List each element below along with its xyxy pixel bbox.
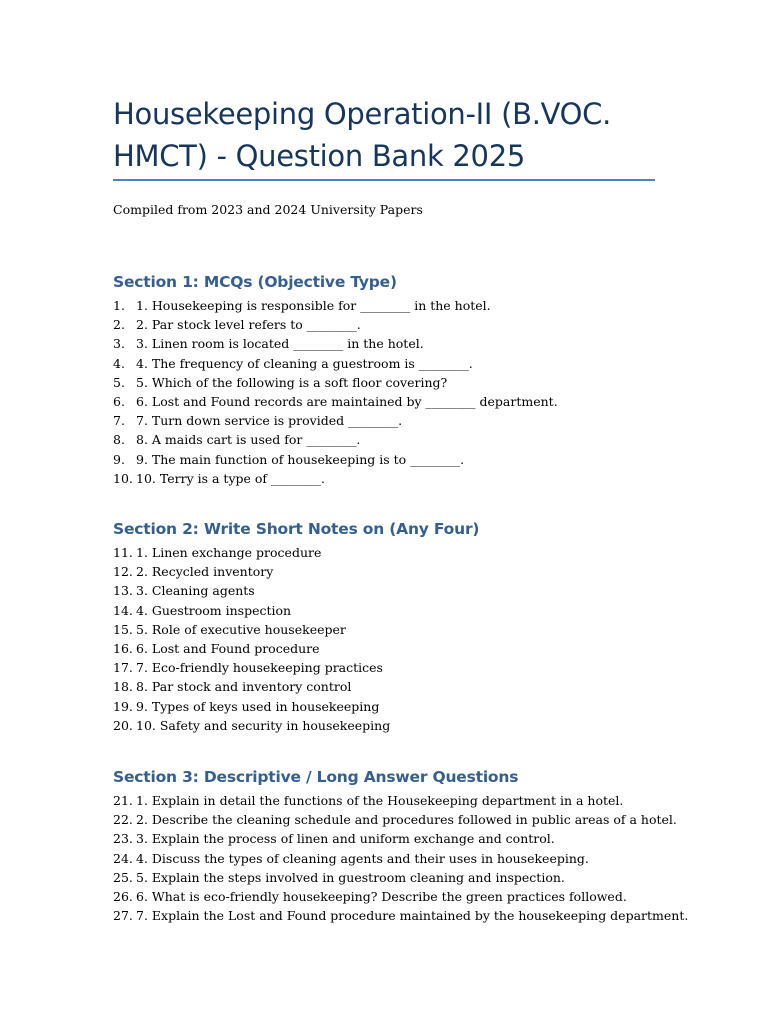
question-text: 10. Safety and security in housekeeping	[136, 717, 391, 733]
question-number: 6.	[113, 393, 125, 409]
question-item	[113, 315, 713, 334]
section-short-notes	[113, 518, 713, 735]
question-item	[113, 543, 713, 562]
question-item	[113, 791, 713, 810]
question-text: 2. Par stock level refers to ________.	[136, 317, 361, 333]
question-item	[113, 829, 713, 848]
question-text: 1. Housekeeping is responsible for ________ in the hotel.	[136, 298, 491, 313]
question-text: 3. Linen room is located ________ in the hotel.	[136, 336, 424, 352]
question-text: 3. Cleaning agents	[136, 583, 255, 599]
question-number: 22.	[113, 812, 133, 828]
question-number: 18.	[113, 679, 133, 695]
question-item	[113, 697, 713, 716]
question-number: 1.	[113, 298, 125, 313]
question-number: 21.	[113, 793, 133, 808]
question-number: 16.	[113, 640, 133, 656]
question-number: 11.	[113, 545, 133, 560]
question-number: 25.	[113, 869, 133, 885]
question-number: 24.	[113, 850, 133, 866]
question-number: 9.	[113, 451, 125, 467]
question-text: 8. A maids cart is used for ________.	[136, 432, 361, 448]
question-item	[113, 677, 713, 696]
question-number: 20.	[113, 717, 133, 733]
question-item	[113, 296, 713, 315]
question-item	[113, 392, 713, 411]
question-number: 12.	[113, 564, 133, 580]
section-mcqs	[113, 271, 713, 488]
question-number: 2.	[113, 317, 125, 333]
question-number: 19.	[113, 698, 133, 714]
question-text: 3. Explain the process of linen and uniform exchange and control.	[136, 831, 555, 847]
question-text: 1. Linen exchange procedure	[136, 545, 322, 560]
question-text: 7. Explain the Lost and Found procedure maintained by the housekeeping department.	[136, 908, 689, 924]
question-text: 5. Which of the following is a soft floor covering?	[136, 374, 448, 390]
question-text: 6. Lost and Found records are maintained by ________ department.	[136, 393, 558, 409]
question-text: 9. Types of keys used in housekeeping	[136, 698, 380, 714]
question-text: 2. Describe the cleaning schedule and procedures followed in public areas of a hotel.	[136, 812, 677, 828]
question-item	[113, 906, 713, 925]
question-text: 4. Guestroom inspection	[136, 602, 292, 618]
section-heading: Section 2: Write Short Notes on (Any Four)	[113, 520, 480, 538]
question-text: 8. Par stock and inventory control	[136, 679, 352, 695]
question-text: 9. The main function of housekeeping is to ________.	[136, 451, 465, 467]
question-text: 7. Turn down service is provided ________.	[136, 413, 403, 429]
question-item	[113, 639, 713, 658]
document-subtitle: Compiled from 2023 and 2024 University Papers	[113, 202, 423, 217]
question-item	[113, 354, 713, 373]
question-text: 6. Lost and Found procedure	[136, 640, 320, 656]
question-number: 10.	[113, 470, 133, 486]
question-number: 26.	[113, 888, 133, 904]
question-number: 5.	[113, 374, 125, 390]
question-text: 2. Recycled inventory	[136, 564, 274, 580]
question-number: 27.	[113, 908, 133, 924]
question-text: 10. Terry is a type of ________.	[136, 470, 325, 486]
question-text: 4. Discuss the types of cleaning agents and their uses in housekeeping.	[136, 850, 589, 866]
question-item	[113, 716, 713, 735]
question-number: 4.	[113, 355, 125, 371]
question-item	[113, 887, 713, 906]
question-item	[113, 581, 713, 600]
question-item	[113, 562, 713, 581]
question-list	[113, 296, 713, 488]
question-item	[113, 411, 713, 430]
question-item	[113, 334, 713, 353]
question-number: 13.	[113, 583, 133, 599]
page-title: Housekeeping Operation-II (B.VOC. HMCT) - Question Bank 2025	[113, 97, 612, 173]
question-number: 23.	[113, 831, 133, 847]
question-number: 8.	[113, 432, 125, 448]
question-number: 14.	[113, 602, 133, 618]
question-item	[113, 601, 713, 620]
question-number: 15.	[113, 621, 133, 637]
question-number: 7.	[113, 413, 125, 429]
question-item	[113, 373, 713, 392]
section-long-answers	[113, 766, 713, 925]
question-list	[113, 543, 713, 735]
question-item	[113, 450, 713, 469]
question-number: 17.	[113, 660, 133, 676]
question-item	[113, 620, 713, 639]
question-item	[113, 849, 713, 868]
question-item	[113, 658, 713, 677]
question-item	[113, 469, 713, 488]
question-text: 7. Eco-friendly housekeeping practices	[136, 660, 383, 676]
section-heading: Section 1: MCQs (Objective Type)	[113, 273, 397, 291]
section-heading: Section 3: Descriptive / Long Answer Questions	[113, 768, 519, 786]
question-item	[113, 810, 713, 829]
question-item	[113, 430, 713, 449]
question-item	[113, 868, 713, 887]
question-text: 6. What is eco-friendly housekeeping? Describe the green practices followed.	[136, 888, 627, 904]
question-text: 5. Role of executive housekeeper	[136, 621, 346, 637]
title-divider	[113, 179, 655, 181]
question-list	[113, 791, 713, 925]
question-number: 3.	[113, 336, 125, 352]
question-text: 1. Explain in detail the functions of the Housekeeping department in a hotel.	[136, 793, 624, 808]
question-text: 5. Explain the steps involved in guestroom cleaning and inspection.	[136, 869, 565, 885]
question-text: 4. The frequency of cleaning a guestroom is ________.	[136, 355, 473, 371]
